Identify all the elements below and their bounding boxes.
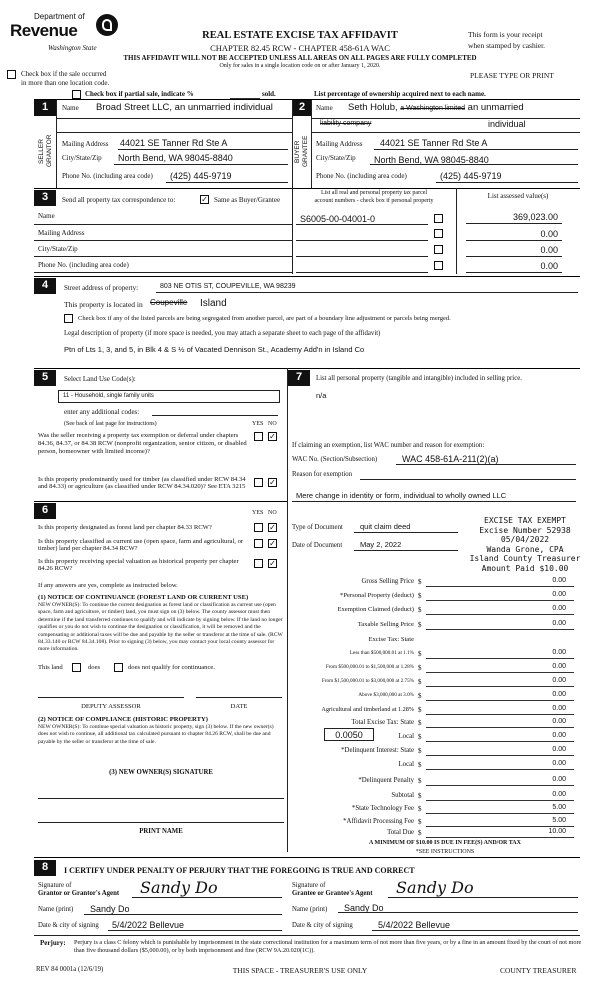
tax-row-label: Total Due bbox=[387, 829, 414, 836]
stamp-line-6: Amount Paid $10.00 bbox=[481, 563, 569, 573]
yes-header-5: YES bbox=[252, 421, 264, 427]
parcel-header-1: List all real and personal property tax parcel bbox=[320, 190, 428, 196]
currency-symbol: $ bbox=[418, 650, 422, 658]
section-5-number: 5 bbox=[34, 370, 56, 386]
perjury-label: Perjury: bbox=[40, 939, 66, 947]
buyer-side-label-1: BUYER bbox=[294, 140, 301, 164]
grantor-print-label: Name (print) bbox=[38, 906, 74, 913]
type-or-print: PLEASE TYPE OR PRINT bbox=[470, 71, 554, 80]
ownership-pct-label: List percentage of ownership acquired next to each name. bbox=[314, 90, 486, 98]
form-warning: THIS AFFIDAVIT WILL NOT BE ACCEPTED UNLESS ALL AREAS ON ALL PAGES ARE FULLY COMPLETED bbox=[123, 54, 477, 62]
buyer-name-field[interactable] bbox=[348, 102, 580, 113]
local-rate-box[interactable] bbox=[324, 728, 374, 741]
exemption-label: If claiming an exemption, list WAC number and reason for exemption: bbox=[292, 442, 485, 449]
form-only-for: Only for sales in a single location code on or after January 1, 2020. bbox=[219, 63, 381, 69]
deputy-assessor-label: DEPUTY ASSESSOR bbox=[81, 703, 141, 710]
same-as-buyer-checkbox[interactable]: ✓ bbox=[201, 195, 208, 204]
currency-symbol: $ bbox=[418, 678, 422, 686]
q5-2-no-checkbox[interactable]: ✓ bbox=[269, 478, 276, 487]
buyer-city-field[interactable]: North Bend, WA 98045-8840 bbox=[374, 155, 489, 165]
tax-row-label: *Personal Property (deduct) bbox=[340, 592, 414, 599]
located-in-field[interactable]: Island bbox=[200, 298, 227, 309]
currency-symbol: $ bbox=[418, 761, 422, 769]
buyer-name-struck: a Washington limited bbox=[400, 105, 466, 112]
q6-3-yes-checkbox[interactable] bbox=[254, 559, 263, 568]
tax-row-label: *State Technology Fee bbox=[351, 805, 414, 812]
located-in-struck: Coupeville bbox=[150, 298, 188, 307]
personal-property-checkbox[interactable] bbox=[434, 261, 443, 270]
corr-mailing-label: Mailing Address bbox=[38, 229, 85, 237]
currency-symbol: $ bbox=[418, 664, 422, 672]
grantee-print-field[interactable]: Sandy Do bbox=[344, 903, 384, 913]
buyer-phone-label: Phone No. (including area code) bbox=[316, 172, 407, 180]
grantor-sig-label-1: Signature of bbox=[38, 882, 72, 889]
grantee-date-field[interactable]: 5/4/2022 Bellevue bbox=[378, 920, 451, 930]
tax-row-value[interactable]: 0.00 bbox=[552, 691, 566, 698]
reason-label: Reason for exemption bbox=[292, 471, 353, 478]
tax-row-value[interactable]: 0.00 bbox=[552, 649, 566, 656]
no-header-6: NO bbox=[268, 510, 277, 516]
wac-label: WAC No. (Section/Subsection) bbox=[292, 456, 378, 463]
section-3-number: 3 bbox=[34, 190, 56, 206]
multi-location-label-1: Check box if the sale occurred bbox=[21, 70, 107, 78]
personal-property-label: List all personal property (tangible and intangible) included in selling price. bbox=[316, 375, 522, 382]
q6-3-no-checkbox[interactable]: ✓ bbox=[269, 559, 276, 568]
land-use-label: Select Land Use Code(s): bbox=[64, 375, 136, 383]
q6-2-text: Is this property classified as current use (open space, farm and agricultural, or timber) land per chapter 84.34 RCW? bbox=[38, 538, 244, 552]
assessed-value[interactable]: 0.00 bbox=[540, 261, 558, 271]
notice-1-body: NEW OWNER(S): To continue the current designation as forest land or classification as current use (open space, farm and agriculture, or timber) land, you must sign on (3) below. The county assessor must then determine if the land transferred continues to qualify and will indicate by signing below. If the land no longer qualifies or you do not wish to continue the designation or classification, it will be removed and the compensating or additional taxes will be due and payable by the seller or transferor at the time of sale. (RCW 84.33.140 or RCW 84.34.108). Prior to signing (3) below, you may contact your local county assessor for more information. bbox=[38, 602, 283, 653]
grantor-sig-label-2: Grantor or Grantor's Agent bbox=[38, 890, 120, 897]
tax-row-value[interactable]: 0.00 bbox=[552, 591, 566, 598]
stamp-line-4: Wanda Grone, CPA bbox=[486, 544, 564, 554]
q6-2-yes-checkbox[interactable] bbox=[254, 539, 263, 548]
currency-symbol: $ bbox=[418, 578, 422, 586]
tax-row-value[interactable]: 0.00 bbox=[552, 705, 566, 712]
county-treasurer-label: COUNTY TREASURER bbox=[500, 966, 577, 975]
land-use-select[interactable] bbox=[58, 390, 280, 403]
form-number: REV 84 0001a (12/6/19) bbox=[36, 966, 104, 973]
stamp-line-2: Excise Number 52938 bbox=[479, 525, 571, 535]
partial-sale-checkbox[interactable] bbox=[72, 90, 81, 99]
section-6-number: 6 bbox=[34, 503, 56, 519]
q5-2-yes-checkbox[interactable] bbox=[254, 478, 263, 487]
section-8-number: 8 bbox=[34, 860, 56, 876]
tax-row-label: Subtotal bbox=[391, 792, 414, 799]
this-land-label: This land bbox=[38, 664, 63, 671]
corr-city-label: City/State/Zip bbox=[38, 245, 78, 253]
currency-symbol: $ bbox=[418, 792, 422, 800]
buyer-name-struck-2: liability company bbox=[320, 120, 372, 127]
q5-1-text: Was the seller receiving a property tax exemption or deferral under chapters 84.36, 84.37, or 84.38 RCW (nonprofit organization, senior citizen, or disabled person, homeowner with limited income)? bbox=[38, 432, 247, 455]
stamp-line-3: 05/04/2022 bbox=[500, 535, 550, 544]
currency-symbol: $ bbox=[418, 747, 422, 755]
legal-description-label: Legal description of property (if more space is needed, you may attach a separate sheet to each page of the affidavit) bbox=[64, 330, 381, 337]
buyer-name-label: Name bbox=[316, 104, 333, 112]
currency-symbol: $ bbox=[418, 706, 422, 714]
revenue-logo-icon bbox=[96, 14, 118, 36]
assessed-value[interactable]: 0.00 bbox=[540, 245, 558, 255]
personal-property-field[interactable]: n/a bbox=[316, 391, 327, 400]
perjury-text: Perjury is a class C felony which is punishable by imprisonment in the state correctional institution for a maximum term of not more than five years, or by a fine in an amount fixed by the court of not more than five thousand dollars ($5,000.00), or by both imprisonment and fine (RCW 9A.20.020(1C)). bbox=[74, 939, 582, 954]
tax-row-value[interactable]: 0.00 bbox=[552, 620, 566, 627]
segregated-checkbox[interactable] bbox=[64, 314, 73, 323]
q6-1-yes-checkbox[interactable] bbox=[254, 523, 263, 532]
notice-1-title: (1) NOTICE OF CONTINUANCE (FOREST LAND OR CURRENT USE) bbox=[38, 594, 249, 601]
segregated-label: Check box if any of the listed parcels are being segregated from another parcel, are part of a boundary line adjustment or parcels being merged. bbox=[78, 315, 451, 322]
section-2-number: 2 bbox=[293, 100, 311, 116]
partial-sale-sold: sold. bbox=[262, 90, 276, 98]
grantor-print-field[interactable]: Sandy Do bbox=[90, 904, 130, 914]
buyer-phone-field[interactable]: (425) 445-9719 bbox=[440, 171, 502, 181]
grantee-signature[interactable]: Sandy Do bbox=[396, 878, 474, 897]
street-address-label: Street address of property: bbox=[64, 284, 139, 292]
currency-symbol: $ bbox=[418, 829, 422, 837]
stamp-line-5: Island County Treasurer bbox=[469, 554, 581, 563]
q5-2-text: Is this property predominantly used for timber (as classified under RCW 84.34 and 84.33) or agriculture (as classified under RCW 84.34.020)? See ETA 3215 bbox=[38, 476, 246, 490]
personal-property-checkbox[interactable] bbox=[434, 214, 443, 223]
buyer-side-label-2: GRANTEE bbox=[302, 135, 309, 167]
land-does-not-label: does not qualify for continuance. bbox=[128, 664, 215, 671]
buyer-mailing-label: Mailing Address bbox=[316, 140, 363, 148]
q6-1-text: Is this property designated as forest land per chapter 84.33 RCW? bbox=[38, 524, 212, 531]
buyer-name-part-1: Seth Holub, bbox=[348, 102, 398, 113]
doc-type-label: Type of Document bbox=[292, 524, 343, 531]
tax-row-value[interactable]: 0.00 bbox=[552, 776, 566, 783]
form-title: REAL ESTATE EXCISE TAX AFFIDAVIT bbox=[202, 30, 398, 41]
seller-side-label-2: GRANTOR bbox=[46, 134, 53, 168]
dept-of-label: Department of bbox=[34, 12, 85, 21]
seller-mailing-label: Mailing Address bbox=[62, 140, 109, 148]
land-does-checkbox[interactable] bbox=[72, 663, 81, 672]
land-does-not-checkbox[interactable] bbox=[114, 663, 123, 672]
currency-symbol: $ bbox=[418, 777, 422, 785]
local-rate-value: 0.0050 bbox=[335, 730, 363, 740]
tax-row-label: From $500,000.01 to $1,500,000 at 1.28% bbox=[325, 664, 414, 670]
tax-row-value[interactable]: 0.00 bbox=[552, 577, 566, 584]
if-yes-instruction: If any answers are yes, complete as instructed below. bbox=[38, 582, 178, 589]
tax-row-value[interactable]: 0.00 bbox=[552, 732, 566, 739]
yes-header-6: YES bbox=[252, 510, 264, 516]
tax-row-label: Agricultural and timberland at 1.28% bbox=[321, 706, 414, 713]
parcel-header-2: account numbers - check box if personal property bbox=[314, 198, 434, 204]
corr-name-label: Name bbox=[38, 212, 55, 220]
currency-symbol: $ bbox=[418, 818, 422, 826]
tax-row-value[interactable]: 0.00 bbox=[552, 791, 566, 798]
q5-1-no-checkbox[interactable]: ✓ bbox=[269, 432, 276, 441]
tax-row-value[interactable]: 5.00 bbox=[552, 817, 566, 824]
wac-field[interactable]: WAC 458-61A-211(2)(a) bbox=[402, 454, 499, 464]
tax-row-label: Local bbox=[398, 761, 414, 768]
additional-codes-label: enter any additional codes: bbox=[64, 408, 140, 416]
tax-row-label: Local bbox=[398, 733, 414, 740]
tax-row-label: *Affidavit Processing Fee bbox=[343, 818, 414, 825]
tax-row-label: Exemption Claimed (deduct) bbox=[337, 606, 414, 613]
assessed-header: List assessed value(s) bbox=[487, 192, 549, 200]
tax-row-label: *Delinquent Penalty bbox=[358, 777, 414, 784]
q6-3-text: Is this property receiving special valuation as historical property per chapter 84.26 RCW? bbox=[38, 558, 239, 572]
doc-date-field[interactable]: May 2, 2022 bbox=[360, 540, 402, 549]
legal-description-field[interactable]: Ptn of Lts 1, 3, and 5, in Blk 4 & S ½ of Vacated Dennison St., Academy Add'n in Island Co bbox=[64, 345, 365, 354]
print-name-label: PRINT NAME bbox=[139, 828, 183, 835]
tax-row-label: Above $3,000,000 at 3.0% bbox=[358, 692, 414, 698]
tax-row-value[interactable]: 0.00 bbox=[552, 760, 566, 767]
grantee-print-label: Name (print) bbox=[292, 906, 328, 913]
tax-row-value[interactable]: 0.00 bbox=[552, 605, 566, 612]
tax-row-label: Total Excise Tax: State bbox=[351, 719, 414, 726]
currency-symbol: $ bbox=[418, 606, 422, 614]
street-address-field[interactable]: 803 NE OTIS ST, COUPEVILLE, WA 98239 bbox=[160, 283, 296, 290]
personal-property-checkbox[interactable] bbox=[434, 229, 443, 238]
located-in-label: This property is located in bbox=[64, 300, 143, 309]
doc-type-field[interactable]: quit claim deed bbox=[360, 522, 411, 531]
see-instructions-note: *SEE INSTRUCTIONS bbox=[415, 849, 475, 855]
tax-row-label: Taxable Selling Price bbox=[357, 621, 414, 628]
grantor-date-field[interactable]: 5/4/2022 Bellevue bbox=[112, 920, 185, 930]
seller-phone-label: Phone No. (including area code) bbox=[62, 172, 153, 180]
buyer-name-part-2: an unmarried bbox=[467, 102, 524, 113]
grantee-sig-label-1: Signature of bbox=[292, 882, 326, 889]
seller-phone-field[interactable]: (425) 445-9719 bbox=[170, 171, 232, 181]
seller-city-field[interactable]: North Bend, WA 98045-8840 bbox=[118, 153, 233, 163]
multi-location-label-2: in more than one location code. bbox=[21, 79, 110, 87]
deputy-date-label: DATE bbox=[230, 703, 248, 710]
no-header-5: NO bbox=[268, 421, 277, 427]
grantor-date-label: Date & city of signing bbox=[38, 922, 99, 929]
form-chapter: CHAPTER 82.45 RCW - CHAPTER 458-61A WAC bbox=[210, 43, 390, 53]
excise-exempt-stamp bbox=[462, 516, 588, 573]
tax-row-label: From $1,500,000.01 to $3,000,000 at 2.75% bbox=[321, 678, 414, 684]
stamp-line-1: EXCISE TAX EXEMPT bbox=[484, 516, 566, 525]
section-4-number: 4 bbox=[34, 278, 56, 294]
parcel-number[interactable]: S6005-00-04001-0 bbox=[300, 214, 376, 224]
tax-row-label: Less than $500,000.01 at 1.1% bbox=[349, 650, 414, 656]
tax-row-value[interactable]: 0.00 bbox=[552, 718, 566, 725]
seller-name-label: Name bbox=[62, 104, 79, 112]
tax-row-value[interactable]: 0.00 bbox=[552, 663, 566, 670]
tax-row-value[interactable]: 10.00 bbox=[548, 828, 566, 835]
wa-state-label: Washington State bbox=[48, 44, 97, 52]
currency-symbol: $ bbox=[418, 621, 422, 629]
tax-row-value[interactable]: 0.00 bbox=[552, 746, 566, 753]
section-7-number: 7 bbox=[288, 370, 310, 386]
seller-mailing-field[interactable]: 44021 SE Tanner Rd Ste A bbox=[120, 138, 228, 148]
dor-logo bbox=[8, 8, 128, 56]
same-as-buyer-label: Same as Buyer/Grantee bbox=[214, 196, 281, 204]
doc-date-label: Date of Document bbox=[292, 542, 343, 549]
currency-symbol: $ bbox=[418, 692, 422, 700]
notice-2-title: (2) NOTICE OF COMPLIANCE (HISTORIC PROPERTY) bbox=[38, 716, 208, 723]
buyer-name-part-3: individual bbox=[488, 119, 526, 129]
see-back-label: (See back of last page for instructions) bbox=[64, 421, 157, 427]
receipt-note-1: This form is your receipt bbox=[468, 30, 543, 39]
tax-row-value[interactable]: 0.00 bbox=[552, 677, 566, 684]
buyer-city-label: City/State/Zip bbox=[316, 154, 356, 162]
minimum-due-note: A MINIMUM OF $10.00 IS DUE IN FEE(S) AND/OR TAX bbox=[369, 840, 521, 846]
q6-1-no-checkbox[interactable]: ✓ bbox=[269, 523, 276, 532]
tax-row-label: Gross Selling Price bbox=[361, 578, 414, 585]
reason-field[interactable]: Mere change in identity or form, individual to wholly owned LLC bbox=[296, 491, 507, 500]
corr-phone-label: Phone No. (including area code) bbox=[38, 261, 129, 269]
assessed-value[interactable]: 0.00 bbox=[540, 229, 558, 239]
certify-statement: I CERTIFY UNDER PENALTY OF PERJURY THAT THE FOREGOING IS TRUE AND CORRECT bbox=[64, 866, 415, 875]
seller-side-label-1: SELLER bbox=[38, 139, 45, 165]
currency-symbol: $ bbox=[418, 592, 422, 600]
notice-2-body: NEW OWNER(S): To continue special valuation as historic property, sign (3) below. If the new owner(s) does not wish to continue, all additional tax calculated pursuant to chapter 84.26 RCW, shall be due and payable by the seller or transferor at the time of sale. bbox=[38, 724, 274, 745]
currency-symbol: $ bbox=[418, 805, 422, 813]
grantee-date-label: Date & city of signing bbox=[292, 922, 353, 929]
personal-property-checkbox[interactable] bbox=[434, 245, 443, 254]
land-use-value: 11 - Household, single family units bbox=[63, 393, 154, 399]
q6-2-no-checkbox[interactable]: ✓ bbox=[269, 539, 276, 548]
receipt-note-2: when stamped by cashier. bbox=[468, 41, 546, 50]
seller-city-label: City/State/Zip bbox=[62, 154, 102, 162]
revenue-wordmark: Revenue bbox=[10, 21, 78, 40]
multi-location-checkbox[interactable] bbox=[7, 70, 16, 79]
send-correspondence-label: Send all property tax correspondence to: bbox=[62, 196, 176, 204]
partial-sale-label: Check box if partial sale, indicate % bbox=[85, 90, 194, 98]
buyer-mailing-field[interactable]: 44021 SE Tanner Rd Ste A bbox=[380, 138, 488, 148]
currency-symbol: $ bbox=[418, 719, 422, 727]
grantor-signature[interactable]: Sandy Do bbox=[140, 878, 218, 897]
grantee-sig-label-2: Grantee or Grantee's Agent bbox=[292, 890, 373, 897]
tax-row-value[interactable]: 5.00 bbox=[552, 804, 566, 811]
q5-1-yes-checkbox[interactable] bbox=[254, 432, 263, 441]
section-1-number: 1 bbox=[34, 100, 56, 116]
treasurer-use-only: THIS SPACE - TREASURER'S USE ONLY bbox=[232, 966, 368, 975]
assessed-value[interactable]: 369,023.00 bbox=[512, 212, 558, 222]
currency-symbol: $ bbox=[418, 733, 422, 741]
tax-row-label: *Delinquent Interest: State bbox=[341, 747, 414, 754]
tax-row-label: Excise Tax: State bbox=[368, 636, 414, 643]
new-owners-signature-label: (3) NEW OWNER(S) SIGNATURE bbox=[109, 769, 213, 776]
land-does-label: does bbox=[88, 664, 101, 671]
seller-name-field[interactable]: Broad Street LLC, an unmarried individual bbox=[96, 102, 273, 113]
